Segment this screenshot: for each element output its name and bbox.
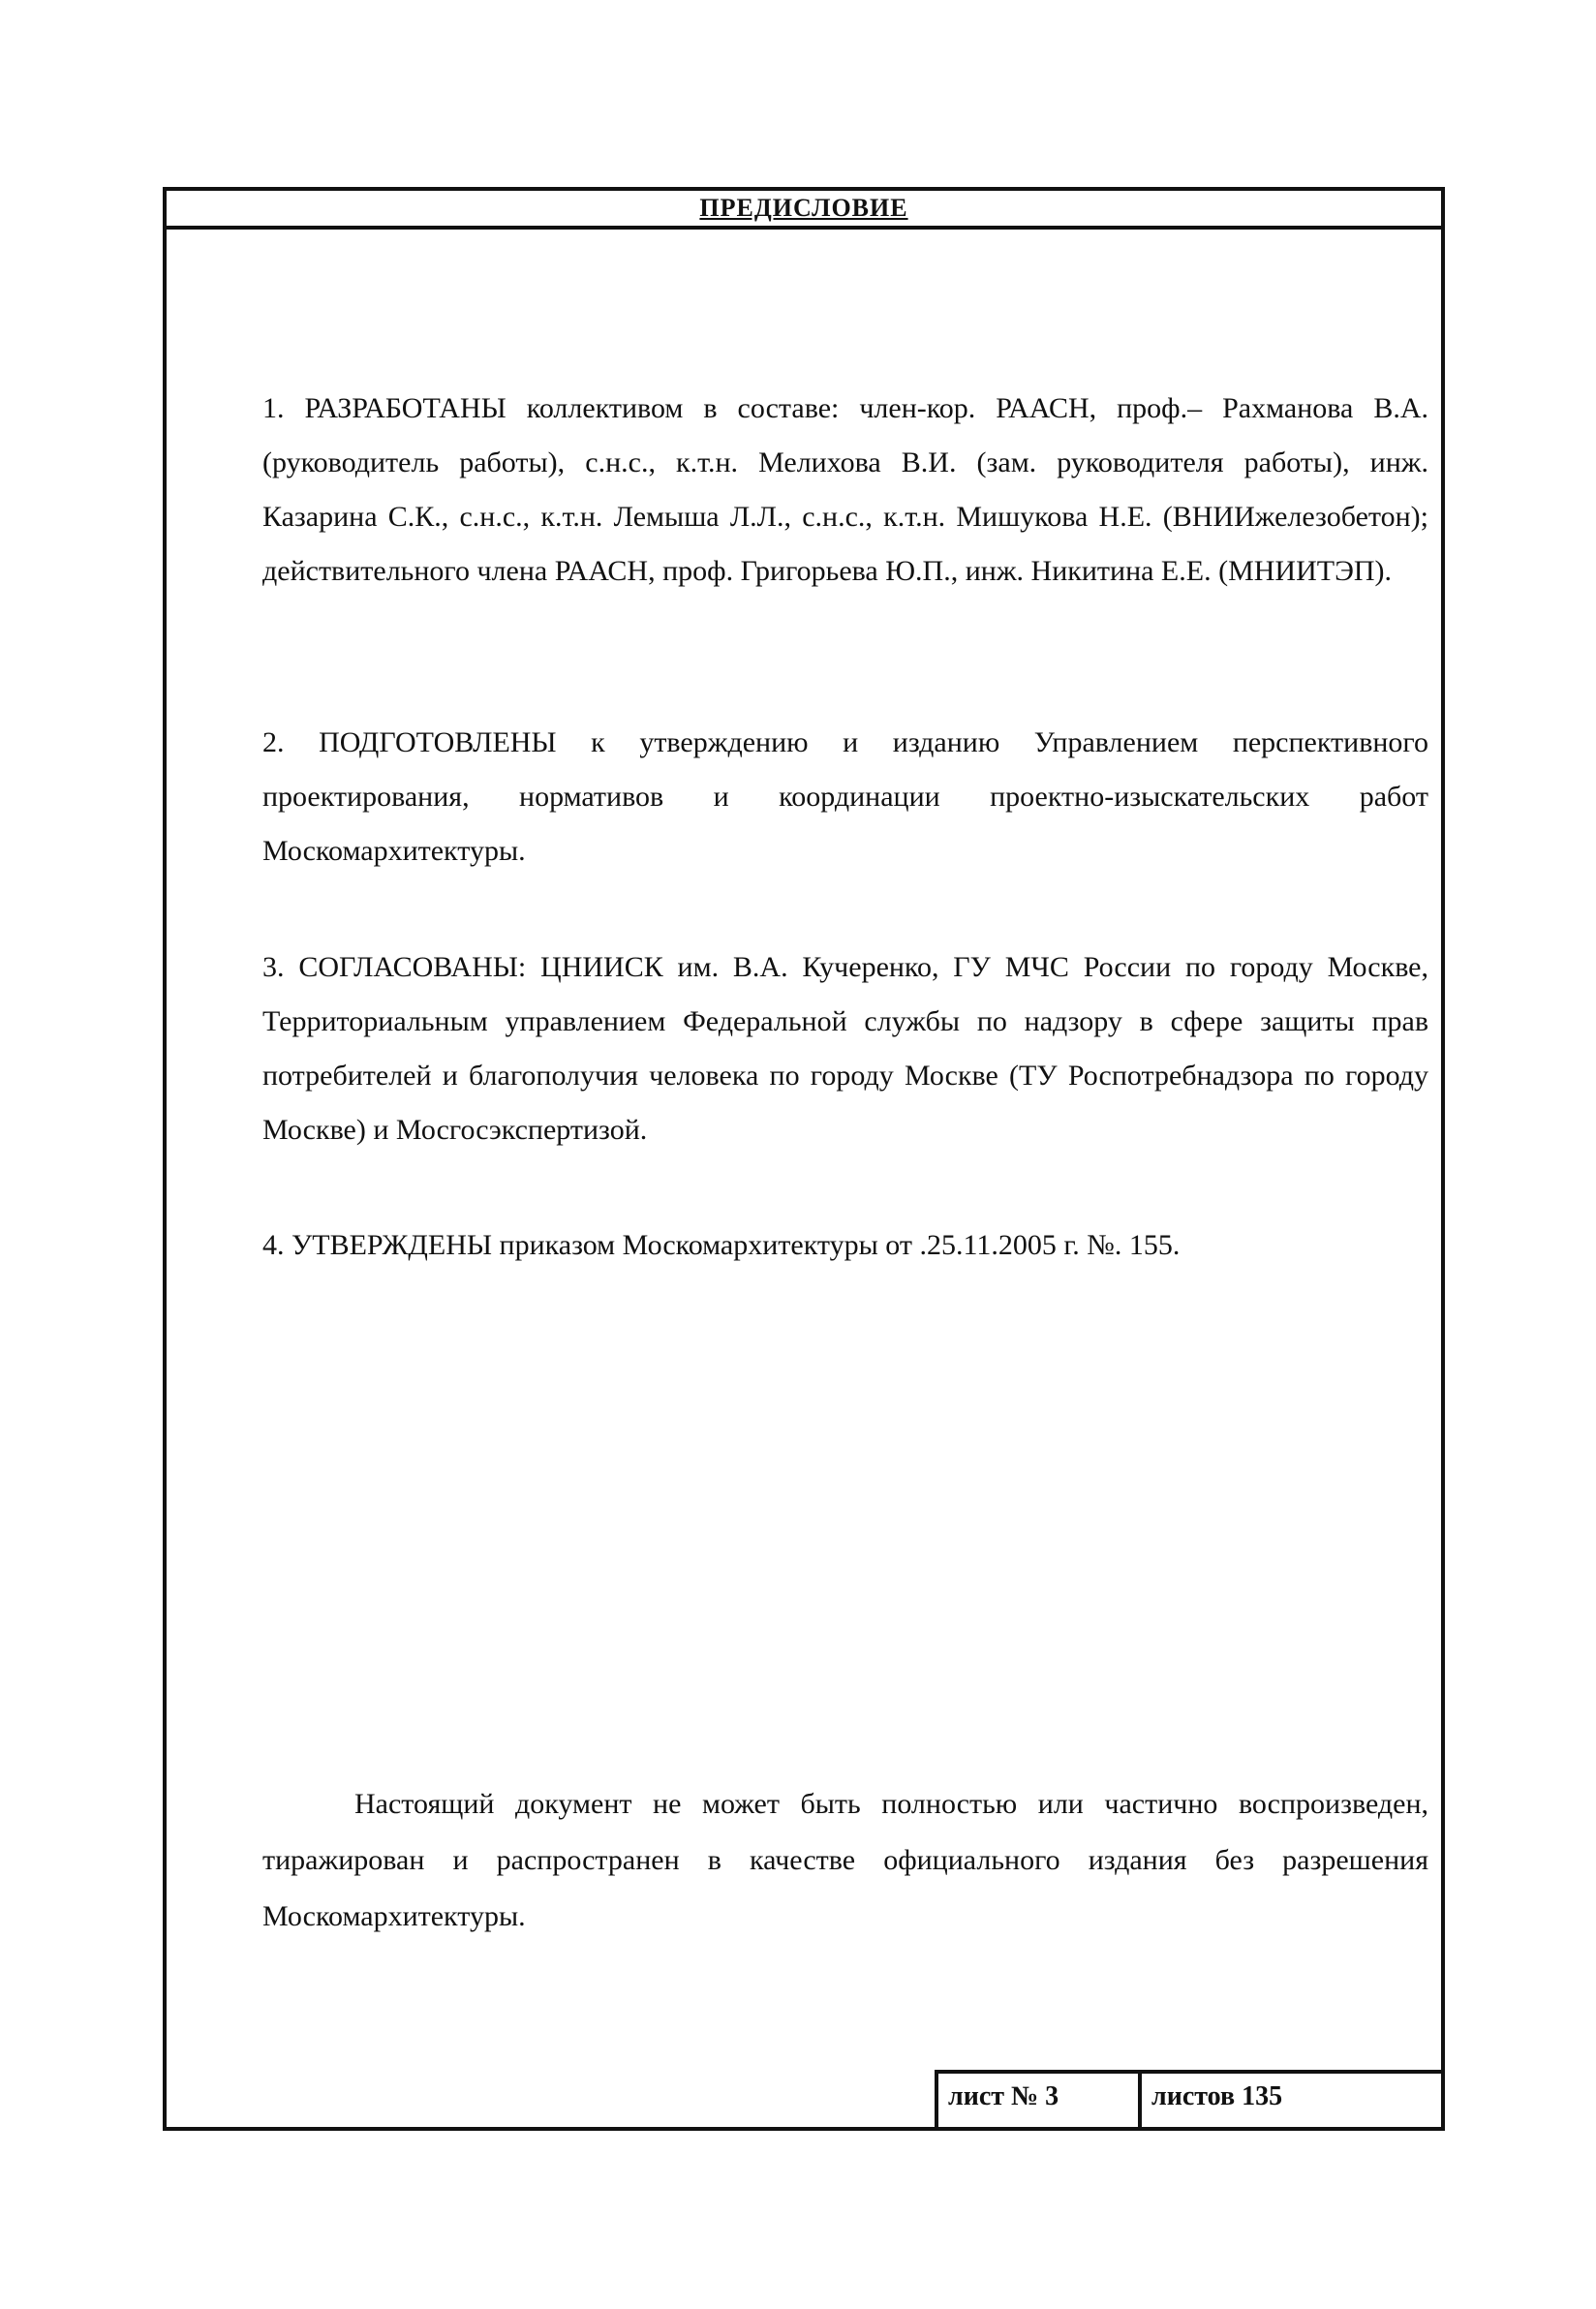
page-title: ПРЕДИСЛОВИЕ	[699, 194, 908, 222]
paragraph-developed: 1. РАЗРАБОТАНЫ коллективом в составе: член-кор. РААСН, проф.– Рахманова В.А. (руководитель работы), с.н.с., к.т.н. Мелихова В.И. (зам. руководителя работы), инж. Казарина С.К., с.н.с., к.т.н. Лемыша Л.Л., с.н.с., к.т.н. Мишукова Н.Е. (ВНИИжелезобетон); действительного члена РААСН, проф. Григорьева Ю.П., инж. Никитина Е.Е. (МНИИТЭП).	[262, 392, 1428, 587]
sheets-total: листов 135	[1138, 2070, 1445, 2127]
paragraph-approved: 4. УТВЕРЖДЕНЫ приказом Москомархитектуры от .25.11.2005 г. №. 155.	[262, 1229, 1181, 1261]
paragraph-agreed: 3. СОГЛАСОВАНЫ: ЦНИИСК им. В.А. Кучеренко, ГУ МЧС России по городу Москве, Территориальным управлением Федеральной службы по надзору в сфере защиты прав потребителей и благополучия человека по городу Москве (ТУ Роспотребнадзора по городу Москве) и Мосгосэкспертизой.	[262, 951, 1428, 1146]
document-frame	[163, 187, 1445, 2131]
copyright-notice: Настоящий документ не может быть полностью или частично воспроизведен, тиражирован и распространен в качестве официального издания без разрешения Москомархитектуры.	[262, 1788, 1428, 1932]
header-bar	[167, 191, 1441, 230]
paragraph-prepared: 2. ПОДГОТОВЛЕНЫ к утверждению и изданию Управлением перспективного проектирования, нормативов и координации проектно-изыскательских работ Москомархитектуры.	[262, 726, 1428, 867]
sheet-number: лист № 3	[935, 2070, 1142, 2127]
